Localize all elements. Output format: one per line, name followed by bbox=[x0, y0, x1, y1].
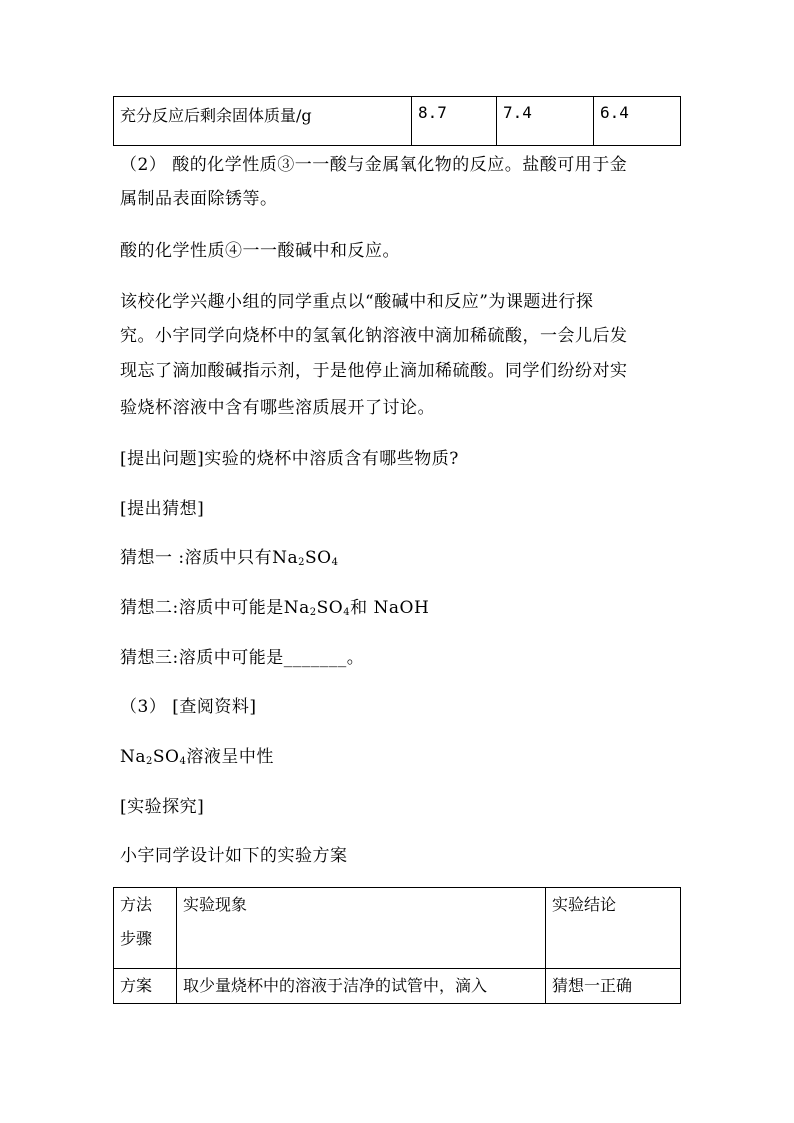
table-header-row bbox=[114, 888, 681, 969]
plan-label-cell: 方案 bbox=[114, 969, 177, 1004]
plan-conclusion-cell: 猜想一正确 bbox=[546, 969, 681, 1004]
header-method-line1: 方法 bbox=[120, 895, 153, 914]
plan-phenomenon-cell: 取少量烧杯中的溶液于洁净的试管中，滴入 bbox=[177, 969, 546, 1004]
paragraph-acid-oxide-line2: 属制品表面除锈等。 bbox=[120, 189, 278, 209]
experiment-heading: [实验探究] bbox=[120, 797, 205, 817]
value-cell-3: 6.4 bbox=[594, 97, 681, 146]
guess-three: 猜想三:溶质中可能是_______。 bbox=[120, 648, 365, 668]
na2so4-property bbox=[120, 742, 274, 767]
guess-one bbox=[120, 543, 339, 568]
formula-naoh: NaOH bbox=[373, 598, 430, 618]
header-method-cell bbox=[114, 888, 177, 969]
value-cell-1: 8.7 bbox=[412, 97, 497, 146]
paragraph-neutralization: 酸的化学性质④一一酸碱中和反应。 bbox=[120, 241, 400, 261]
experiment-plan-table bbox=[113, 887, 681, 1004]
formula-na2so4: $Na_2SO_4$ bbox=[272, 548, 339, 568]
paragraph-intro-line1: 该校化学兴趣小组的同学重点以“酸碱中和反应”为课题进行探 bbox=[120, 292, 594, 312]
formula-na2so4: $Na_2SO_4$ bbox=[120, 747, 187, 767]
guess-two bbox=[120, 593, 429, 618]
guess-two-and: 和 bbox=[350, 598, 368, 618]
table-row bbox=[114, 969, 681, 1004]
header-method-line2: 步骤 bbox=[120, 929, 153, 948]
table-row bbox=[114, 97, 681, 146]
value-cell-2: 7.4 bbox=[497, 97, 594, 146]
paragraph-intro-line3: 现忘了滴加酸碱指示剂，于是他停止滴加稀硫酸。同学们纷纷对实 bbox=[120, 361, 628, 381]
guess-one-text: 猜想一 :溶质中只有 bbox=[120, 548, 273, 568]
header-phenomenon-cell: 实验现象 bbox=[177, 888, 546, 969]
question-heading: [提出问题]实验的烧杯中溶质含有哪些物质? bbox=[120, 449, 459, 469]
paragraph-intro-line2: 究。小宇同学向烧杯中的氢氧化钠溶液中滴加稀硫酸，一会儿后发 bbox=[120, 326, 628, 346]
mass-data-table bbox=[113, 96, 681, 146]
paragraph-intro-line4: 验烧杯溶液中含有哪些溶质展开了讨论。 bbox=[120, 398, 435, 418]
guess-two-text: 猜想二:溶质中可能是 bbox=[120, 598, 284, 618]
paragraph-acid-oxide-line1: （2） 酸的化学性质③一一酸与金属氧化物的反应。盐酸可用于金 bbox=[120, 155, 628, 175]
header-conclusion-cell: 实验结论 bbox=[546, 888, 681, 969]
formula-na2so4: $Na_2SO_4$ bbox=[283, 598, 351, 618]
reference-heading: （3） [查阅资料] bbox=[120, 697, 257, 717]
row-label-cell: 充分反应后剩余固体质量/g bbox=[114, 97, 412, 146]
na2so4-desc: 溶液呈中性 bbox=[186, 747, 274, 767]
hypothesis-heading: [提出猜想] bbox=[120, 499, 205, 519]
plan-intro: 小宇同学设计如下的实验方案 bbox=[120, 846, 348, 866]
